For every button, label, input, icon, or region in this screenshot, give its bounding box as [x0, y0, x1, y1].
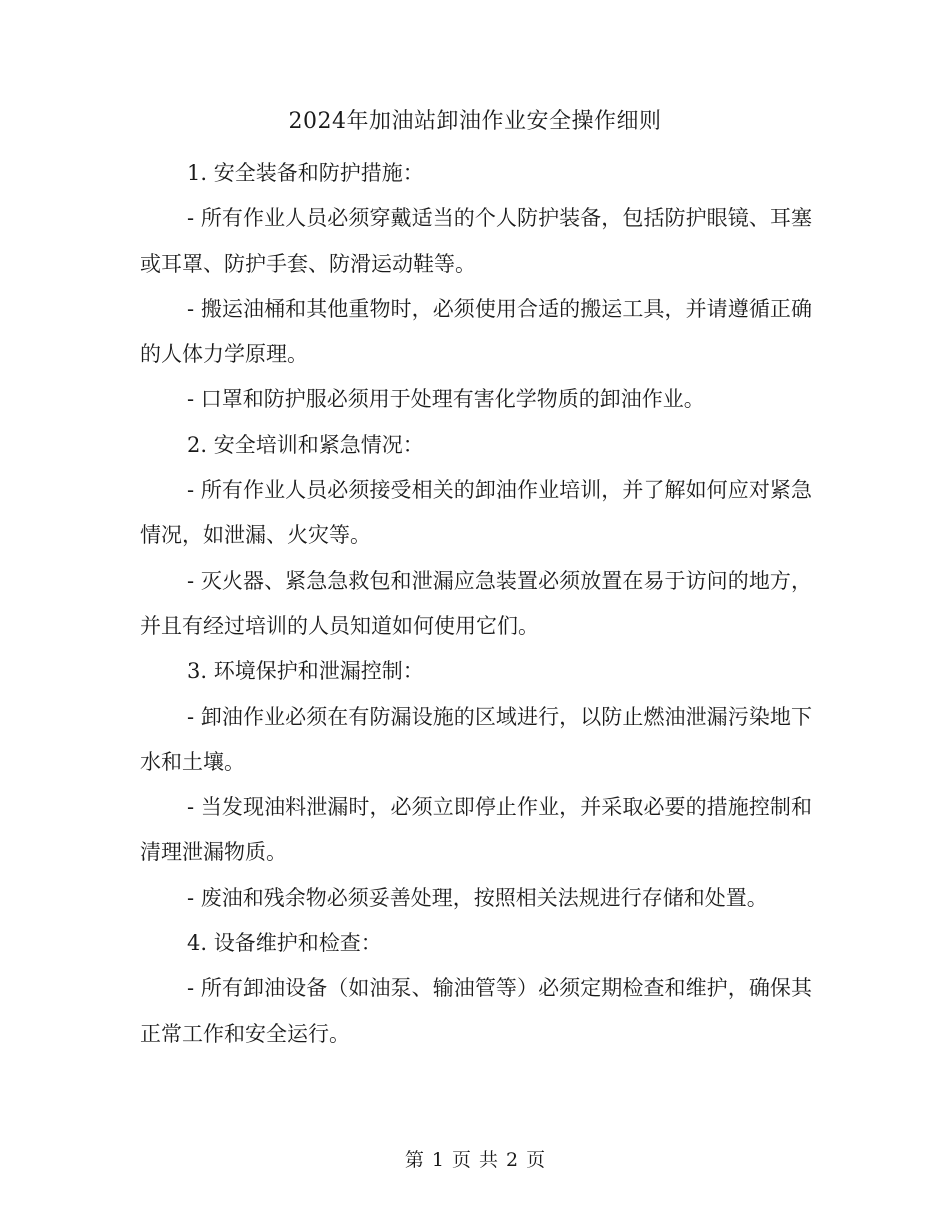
document-title: 2024年加油站卸油作业安全操作细则 [288, 109, 662, 134]
paragraph-item: - 所有卸油设备（如油泵、输油管等）必须定期检查和维护，确保其正常工作和安全运行。 [140, 976, 812, 1046]
section-heading-2: 2. 安全培训和紧急情况： [187, 432, 424, 457]
paragraph-item: - 搬运油桶和其他重物时，必须使用合适的搬运工具，并请遵循正确的人体力学原理。 [140, 296, 812, 367]
document-body [140, 151, 812, 1057]
section-heading-4: 4. 设备维护和检查： [187, 931, 382, 956]
paragraph-item: - 口罩和防护服必须用于处理有害化学物质的卸油作业。 [187, 387, 705, 412]
section-heading-3: 3. 环境保护和泄漏控制： [187, 659, 424, 684]
paragraph-item: - 废油和残余物必须妥善处理，按照相关法规进行存储和处置。 [187, 885, 768, 910]
paragraph-item: - 所有作业人员必须接受相关的卸油作业培训，并了解如何应对紧急情况，如泄漏、火灾等。 [140, 478, 812, 548]
paragraph-item: - 当发现油料泄漏时，必须立即停止作业，并采取必要的措施控制和清理泄漏物质。 [140, 795, 812, 865]
paragraph-item: - 卸油作业必须在有防漏设施的区域进行，以防止燃油泄漏污染地下水和土壤。 [140, 704, 812, 774]
paragraph-item: - 所有作业人员必须穿戴适当的个人防护装备，包括防护眼镜、耳塞或耳罩、防护手套、防滑运动鞋等。 [140, 206, 812, 276]
section-heading-1: 1. 安全装备和防护措施： [187, 161, 424, 185]
paragraph-item: - 灭火器、紧急急救包和泄漏应急装置必须放置在易于访问的地方，并且有经过培训的人员知道如何使用它们。 [140, 568, 812, 638]
page-indicator: 第 1 页 共 2 页 [404, 1149, 546, 1171]
